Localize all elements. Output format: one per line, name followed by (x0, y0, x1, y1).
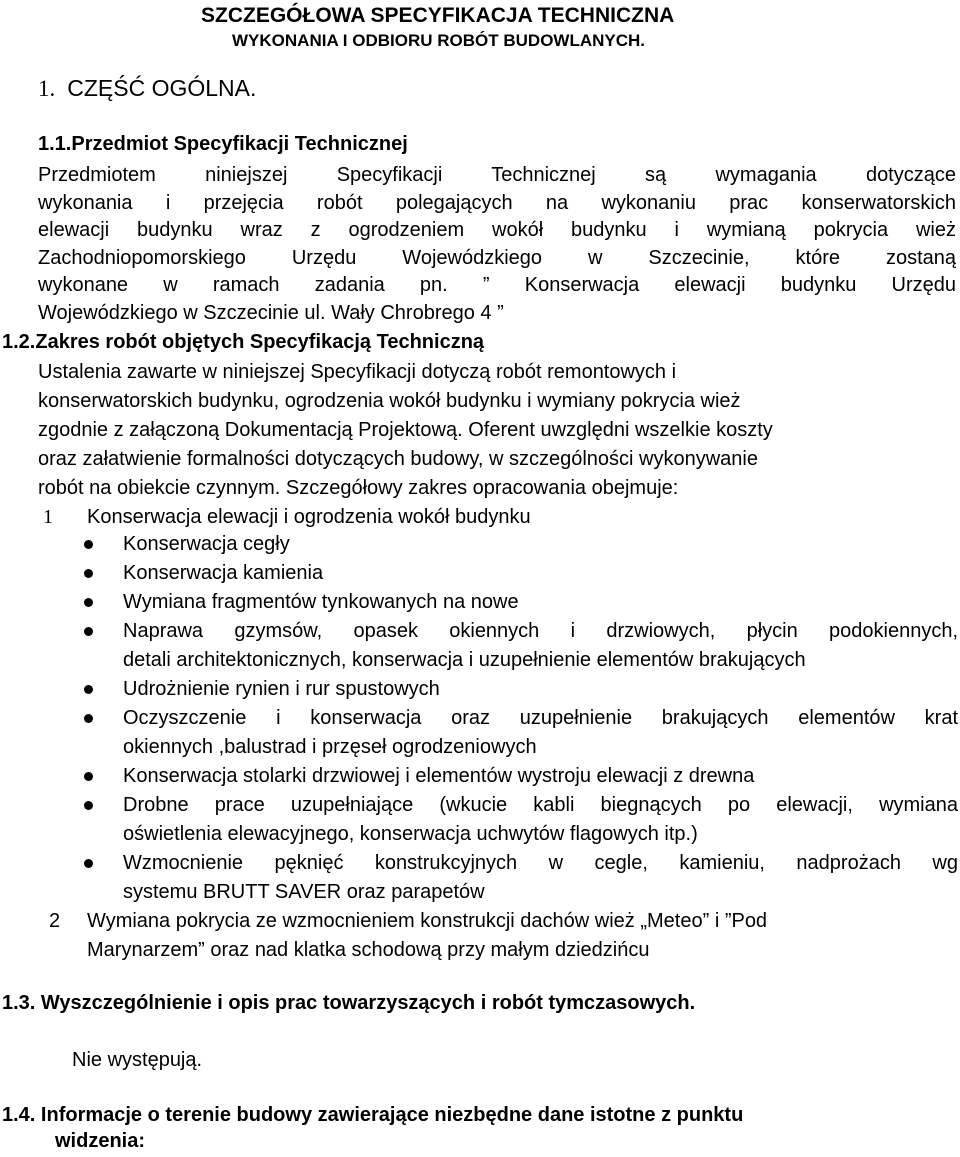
paragraph-line: Wojewódzkiego w Szczecinie ul. Wały Chrobrego 4 ” (38, 301, 504, 324)
list-item-text: okiennych ,balustrad i przęseł ogrodzeniowych (123, 736, 537, 758)
paragraph-line: Ustalenia zawarte w niniejszej Specyfikacji dotyczą robót remontowych i (38, 361, 677, 383)
list-item-text: Konserwacja kamienia (123, 562, 324, 584)
document-title: SZCZEGÓŁOWA SPECYFIKACJA TECHNICZNA (201, 4, 675, 27)
scope-item-number: 1 (43, 506, 53, 528)
list-item-text: Naprawa gzymsów, opasek okiennych i drzwiowych, płycin podokiennych, (123, 620, 958, 642)
paragraph-line: robót na obiekcie czynnym. Szczegółowy zakres opracowania obejmuje: (38, 477, 679, 499)
section-1-4-title-cont: widzenia: (55, 1130, 146, 1152)
paragraph-line: zgodnie z załączoną Dokumentacją Projektową. Oferent uwzględni wszelkie koszty (38, 419, 773, 441)
section-1-3-title: 1.3. Wyszczególnienie i opis prac towarzyszących i robót tymczasowych. (2, 992, 696, 1014)
bullet-icon (84, 714, 93, 723)
section-1-1-title: 1.1.Przedmiot Specyfikacji Technicznej (38, 133, 408, 155)
list-item-text: Konserwacja stolarki drzwiowej i elementów wystroju elewacji z drewna (123, 765, 755, 787)
list-item-text: Oczyszczenie i konserwacja oraz uzupełnienie brakujących elementów krat (123, 707, 958, 729)
section-1-4-title: 1.4. Informacje o terenie budowy zawierające niezbędne dane istotne z punktu (2, 1104, 744, 1126)
part-number: 1. (38, 76, 56, 101)
section-1-1-body (38, 162, 956, 328)
section-1-2-title: 1.2.Zakres robót objętych Specyfikacją Techniczną (2, 331, 485, 353)
paragraph-line: wykonania i przejęcia robót polegających na wykonaniu prac konserwatorskich (38, 191, 956, 214)
bullet-icon (84, 598, 93, 607)
bullet-icon (84, 540, 93, 549)
bullet-icon (84, 772, 93, 781)
paragraph-line: Zachodniopomorskiego Urzędu Wojewódzkiego w Szczecinie, które zostaną (38, 246, 956, 269)
part-title: CZĘŚĆ OGÓLNA. (67, 75, 257, 101)
bullet-icon (84, 569, 93, 578)
paragraph-line: wykonane w ramach zadania pn. ” Konserwacja elewacji budynku Urzędu (38, 274, 956, 297)
paragraph-line: Przedmiotem niniejszej Specyfikacji Technicznej są wymagania dotyczące (38, 164, 956, 186)
section-1-2-body (38, 358, 773, 503)
list-item-text: detali architektonicznych, konserwacja i uzupełnienie elementów brakujących (123, 649, 806, 671)
bullet-icon (84, 801, 93, 810)
part-heading (38, 75, 256, 102)
scope-item-text: Wymiana pokrycia ze wzmocnieniem konstrukcji dachów wież „Meteo” i ”Pod (87, 910, 768, 932)
scope-item-text: Marynarzem” oraz nad klatka schodową przy małym dziedzińcu (87, 939, 650, 961)
scope-item-label: Konserwacja elewacji i ogrodzenia wokół budynku (87, 506, 531, 528)
document-subtitle: WYKONANIA I ODBIORU ROBÓT BUDOWLANYCH. (232, 31, 646, 50)
list-item-text: Udrożnienie rynien i rur spustowych (123, 678, 440, 700)
scope-item-number: 2 (49, 910, 61, 932)
list-item-text: Wzmocnienie pęknięć konstrukcyjnych w cegle, kamieniu, nadprożach wg (123, 852, 958, 874)
paragraph-line: elewacji budynku wraz z ogrodzeniem wokół budynku i wymianą pokrycia wież (38, 219, 956, 242)
list-item-text: Drobne prace uzupełniające (wkucie kabli biegnących po elewacji, wymiana (123, 794, 958, 816)
list-item-text: systemu BRUTT SAVER oraz parapetów (123, 881, 485, 903)
bullet-icon (84, 627, 93, 636)
list-item-text: oświetlenia elewacyjnego, konserwacja uchwytów flagowych itp.) (123, 823, 698, 845)
bullet-icon (84, 859, 93, 868)
list-item-text: Konserwacja cegły (123, 533, 290, 555)
bullet-icon (84, 685, 93, 694)
list-item-text: Wymiana fragmentów tynkowanych na nowe (123, 591, 519, 613)
paragraph-line: konserwatorskich budynku, ogrodzenia wokół budynku i wymiany pokrycia wież (38, 390, 741, 412)
section-1-3-body: Nie występują. (72, 1049, 203, 1071)
paragraph-line: oraz załatwienie formalności dotyczących budowy, w szczególności wykonywanie (38, 448, 758, 470)
